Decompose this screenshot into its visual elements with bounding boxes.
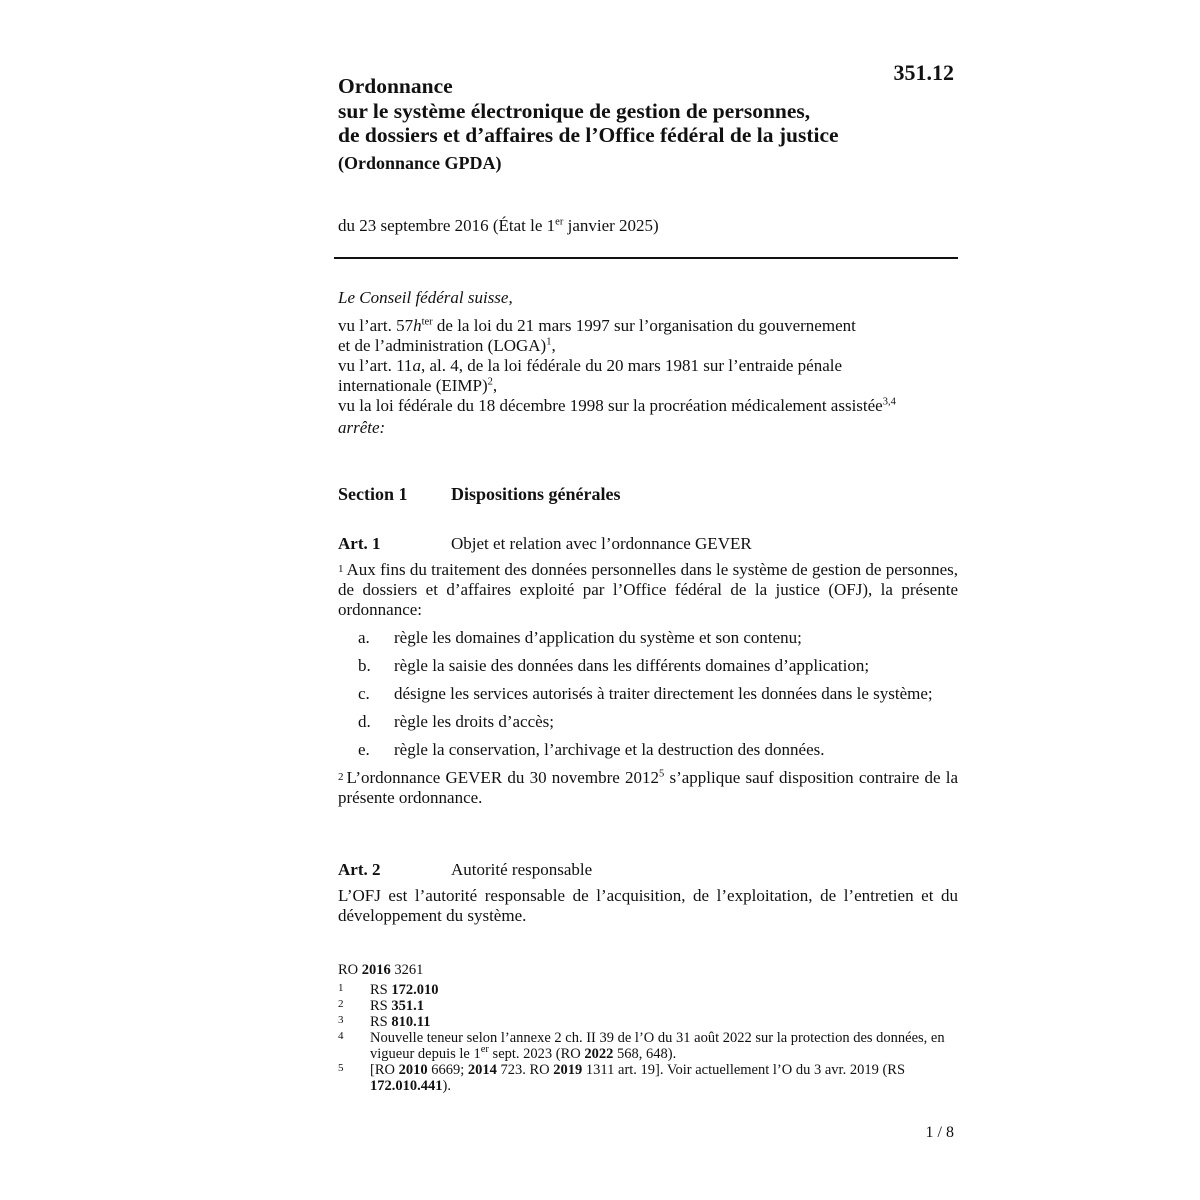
preamble-visa-2-cont: internationale (EIMP)$^2$,: [338, 376, 498, 395]
article-2-heading: [338, 860, 958, 880]
preamble: [338, 288, 958, 438]
article-2: [338, 860, 958, 926]
list-item: c. désigne les services autorisés à traiter directement les données dans le système;: [358, 684, 933, 703]
preamble-authority: Le Conseil fédéral suisse,: [338, 288, 513, 307]
article-2-number: Art. 2: [338, 860, 381, 879]
link-rs-351-1[interactable]: 351.1: [391, 998, 424, 1014]
footnote-ref-1[interactable]: 1: [546, 336, 552, 348]
section-label: Section 1: [338, 484, 408, 504]
article-2-paragraph: L’OFJ est l’autorité responsable de l’acquisition, de l’exploitation, de l’entretien et du développement du système.: [338, 886, 958, 925]
header-divider: [334, 257, 958, 259]
footnote-ref-2[interactable]: 2: [487, 376, 493, 388]
document-title: [338, 74, 938, 148]
list-item: e. règle la conservation, l’archivage et la destruction des données.: [358, 740, 825, 759]
title-line-1: Ordonnance: [338, 74, 453, 98]
link-rs-172-010-441[interactable]: 172.010.441: [370, 1078, 443, 1094]
title-line-2: sur le système électronique de gestion de personnes,: [338, 98, 811, 123]
footnote-ref-3-4[interactable]: 3,4: [882, 396, 896, 408]
article-1-heading: [338, 534, 958, 554]
list-item: b. règle la saisie des données dans les différents domaines d’application;: [358, 656, 870, 675]
preamble-visa-1: vu l’art. $57h^{ter}$ de la loi du 21 mars 1997 sur l’organisation du gouvernement: [338, 316, 856, 335]
page-number: 1 / 8: [925, 1124, 954, 1141]
article-1-number: Art. 1: [338, 534, 381, 553]
document-page: [338, 0, 958, 1200]
date-line: [338, 216, 659, 236]
article-1-title: Objet et relation avec l’ordonnance GEVER: [451, 534, 752, 553]
preamble-visa-3: vu la loi fédérale du 18 décembre 1998 sur la procréation médicalement assistée$^{3,4}$: [338, 396, 896, 415]
article-2-title: Autorité responsable: [451, 860, 593, 879]
date-text: du 23 septembre 2016 (État le 1: [338, 216, 556, 235]
footnote-4: 4 Nouvelle teneur selon l’annexe 2 ch. II 39 de l’O du 31 août 2022 sur la protection des données, en vigueur depuis le 1er sept. 2023 (RO 2022 568, 648).: [338, 1030, 945, 1062]
footnote-5: 5 [RO 2010 6669; 2014 723. RO 2019 1311 art. 19]. Voir actuellement l’O du 3 avr. 2019 (RS 172.010.441).: [338, 1062, 906, 1094]
link-rs-172-010[interactable]: 172.010: [391, 982, 439, 998]
preamble-decree: arrête:: [338, 418, 386, 437]
list-item: d. règle les droits d’accès;: [358, 712, 555, 731]
article-1-paragraph-1: $^1$ Aux fins du traitement des données personnelles dans le système de gestion de personnes, de dossiers et d’affaires exploité par l’Office fédéral de la justice (OFJ), la présente ordonnance:: [338, 560, 958, 619]
footnote-1: 1 RS 172.010: [338, 982, 439, 998]
title-abbreviation: (Ordonnance GPDA): [338, 153, 502, 173]
section-title: Dispositions générales: [451, 484, 621, 504]
article-1-list: [338, 628, 958, 760]
footnotes: [338, 962, 958, 1094]
article-1-paragraph-2: $^2$ L’ordonnance GEVER du 30 novembre 2012$^5$ s’applique sauf disposition contraire de la présente ordonnance.: [338, 768, 958, 807]
preamble-visa-1-cont: et de l’administration (LOGA)$^1$,: [338, 336, 556, 355]
sr-number: 351.12: [893, 60, 954, 85]
list-item: a. règle les domaines d’application du système et son contenu;: [358, 628, 802, 647]
date-text-end: janvier 2025): [563, 216, 659, 235]
footnote-3: 3 RS 810.11: [338, 1014, 431, 1030]
preamble-visa-2: vu l’art. 11a, al. 4, de la loi fédérale du 20 mars 1981 sur l’entraide pénale: [338, 356, 843, 375]
article-1: [338, 534, 958, 808]
section-heading: [338, 484, 621, 505]
footnote-2: 2 RS 351.1: [338, 998, 424, 1014]
date-sup: er: [555, 216, 564, 228]
link-rs-810-11[interactable]: 810.11: [391, 1014, 431, 1030]
footnote-ref-5[interactable]: 5: [658, 768, 665, 780]
ro-reference: RO 2016 3261: [338, 962, 424, 978]
title-line-3: de dossiers et d’affaires de l’Office fédéral de la justice: [338, 123, 839, 147]
